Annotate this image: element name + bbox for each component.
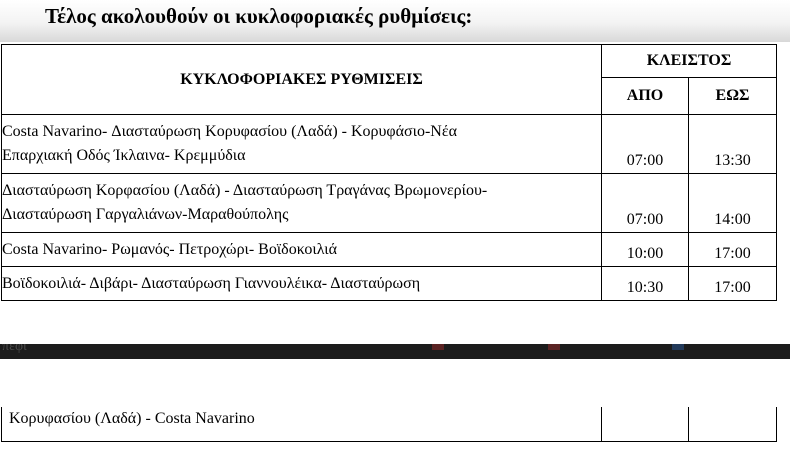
route-cell bbox=[2, 115, 602, 174]
route-line: Διασταύρωση Κορφασίου (Λαδά) - Διασταύρωση Τραγάνας Βρωμονερίου- bbox=[2, 182, 488, 199]
route-line: Διασταύρωση Γαργαλιάνων-Μαραθούπολης bbox=[2, 206, 289, 223]
from-time: 07:00 bbox=[602, 115, 689, 174]
to-time: 17:00 bbox=[689, 233, 777, 267]
blue-square-icon bbox=[672, 344, 684, 350]
route-cell: Βοϊδοκοιλιά- Διβάρι- Διασταύρωση Γιαννουλέικα- Διασταύρωση bbox=[2, 267, 602, 301]
table-row bbox=[2, 233, 777, 267]
table-row bbox=[2, 267, 777, 301]
to-time: 17:00 bbox=[689, 267, 777, 301]
route-cell: Costa Navarino- Ρωμανός- Πετροχώρι- Βοϊδοκοιλιά bbox=[2, 233, 602, 267]
route-cell: Κορυφασίου (Λαδά) - Costa Navarino bbox=[9, 410, 255, 427]
header-to: ΕΩΣ bbox=[689, 78, 777, 115]
header-from: ΑΠΟ bbox=[602, 78, 689, 115]
page-break-bar bbox=[0, 344, 790, 359]
from-time: 10:00 bbox=[602, 233, 689, 267]
red-square-icon bbox=[432, 344, 444, 350]
route-cell bbox=[2, 174, 602, 233]
page-heading: Τέλος ακολουθούν οι κυκλοφοριακές ρυθμίσεις: bbox=[45, 4, 473, 28]
traffic-table bbox=[1, 44, 777, 301]
cell-border bbox=[776, 407, 777, 442]
cell-border bbox=[1, 441, 777, 442]
cell-border bbox=[1, 407, 2, 442]
ghost-text: πεφι bbox=[2, 344, 27, 354]
cell-border bbox=[601, 407, 602, 442]
table-row bbox=[2, 115, 777, 174]
route-line: Costa Navarino- Διασταύρωση Κορυφασίου (Λαδά) - Κορυφάσιο-Νέα bbox=[2, 123, 457, 140]
continued-row bbox=[1, 407, 777, 442]
header-closed: ΚΛΕΙΣΤΟΣ bbox=[602, 45, 777, 78]
from-time: 07:00 bbox=[602, 174, 689, 233]
to-time: 13:30 bbox=[689, 115, 777, 174]
route-line: Επαρχιακή Οδός Ίκλαινα- Κρεμμύδια bbox=[2, 147, 246, 164]
red-square-icon bbox=[548, 344, 560, 350]
to-time: 14:00 bbox=[689, 174, 777, 233]
header-route: ΚΥΚΛΟΦΟΡΙΑΚΕΣ ΡΥΘΜΙΣΕΙΣ bbox=[2, 45, 602, 115]
cell-border bbox=[688, 407, 689, 442]
from-time: 10:30 bbox=[602, 267, 689, 301]
table-row bbox=[2, 174, 777, 233]
